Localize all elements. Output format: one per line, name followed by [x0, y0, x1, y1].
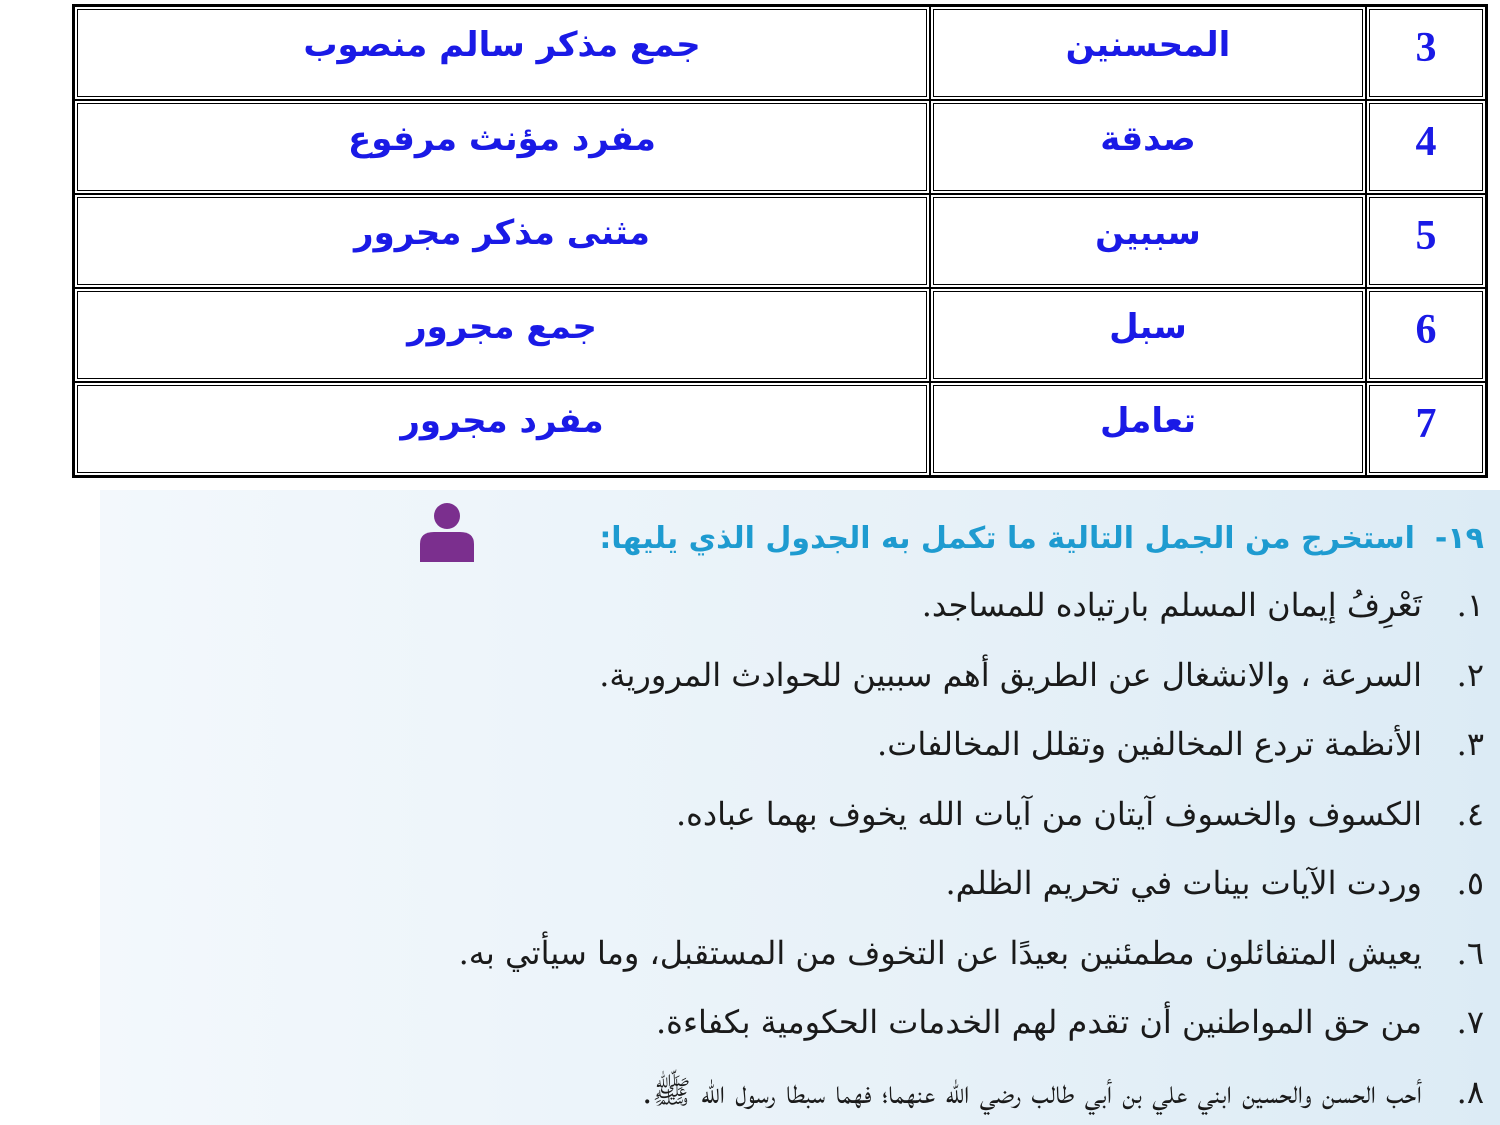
sentence-item [104, 650, 1484, 720]
table-row [74, 382, 1486, 476]
row-number: 7 [1366, 382, 1486, 476]
sentence-number: ٣. [1456, 725, 1484, 763]
row-word: تعامل [930, 382, 1366, 476]
row-type: مفرد مجرور [74, 382, 930, 476]
row-number: 5 [1366, 194, 1486, 288]
row-number: 4 [1366, 100, 1486, 194]
row-number: 3 [1366, 6, 1486, 100]
table-row [74, 100, 1486, 194]
sentence-number: ٧. [1456, 1003, 1484, 1041]
row-type: مثنى مذكر مجرور [74, 194, 930, 288]
sentence-number: ٤. [1456, 794, 1484, 833]
sentence-item [104, 580, 1484, 650]
sentence-number: ٥. [1456, 864, 1484, 902]
sentence-item [104, 997, 1484, 1067]
exercise-heading [599, 514, 1484, 564]
sentence-text: السرعة ، والانشغال عن الطريق أهم سببين للحوادث المرورية. [599, 655, 1422, 694]
answer-table [72, 4, 1488, 478]
exercise-instruction: استخرج من الجمل التالية ما تكمل به الجدول الذي يليها: [599, 521, 1415, 556]
sentence-text: يعيش المتفائلون مطمئنين بعيدًا عن التخوف من المستقبل، وما سيأتي به. [458, 933, 1422, 972]
row-type: جمع مجرور [74, 288, 930, 382]
sentence-list [104, 580, 1484, 1125]
answer-table-body [74, 6, 1486, 476]
exercise-panel [100, 490, 1500, 1125]
exercise-number: ١٩- [1434, 521, 1484, 556]
table-row [74, 194, 1486, 288]
sentence-text: وردت الآيات بينات في تحريم الظلم. [945, 864, 1422, 902]
sentence-text: أحب الحسن والحسين ابني علي بن أبي طالب رضي الله عنهما؛ فهما سبطا رسول الله ﷺ. [642, 1072, 1422, 1111]
sentence-number: ٨. [1456, 1072, 1484, 1111]
row-word: المحسنين [930, 6, 1366, 100]
sentence-item [104, 1067, 1484, 1125]
sentence-text: تَعْرِفُ إيمان المسلم بارتياده للمساجد. [921, 586, 1422, 624]
sentence-text: الكسوف والخسوف آيتان من آيات الله يخوف بهما عباده. [675, 794, 1422, 833]
row-number: 6 [1366, 288, 1486, 382]
sentence-number: ١. [1456, 586, 1484, 624]
sentence-item [104, 928, 1484, 998]
row-type: جمع مذكر سالم منصوب [74, 6, 930, 100]
sentence-item [104, 719, 1484, 789]
table-row [74, 6, 1486, 100]
sentence-number: ٦. [1456, 933, 1484, 972]
row-word: سببين [930, 194, 1366, 288]
sentence-text: الأنظمة تردع المخالفين وتقلل المخالفات. [877, 725, 1422, 763]
sentence-number: ٢. [1456, 655, 1484, 694]
table-row [74, 288, 1486, 382]
sentence-item [104, 858, 1484, 928]
row-word: سبل [930, 288, 1366, 382]
person-icon [418, 502, 476, 562]
row-word: صدقة [930, 100, 1366, 194]
row-type: مفرد مؤنث مرفوع [74, 100, 930, 194]
sentence-text: من حق المواطنين أن تقدم لهم الخدمات الحكومية بكفاءة. [656, 1003, 1422, 1041]
sentence-item [104, 789, 1484, 859]
